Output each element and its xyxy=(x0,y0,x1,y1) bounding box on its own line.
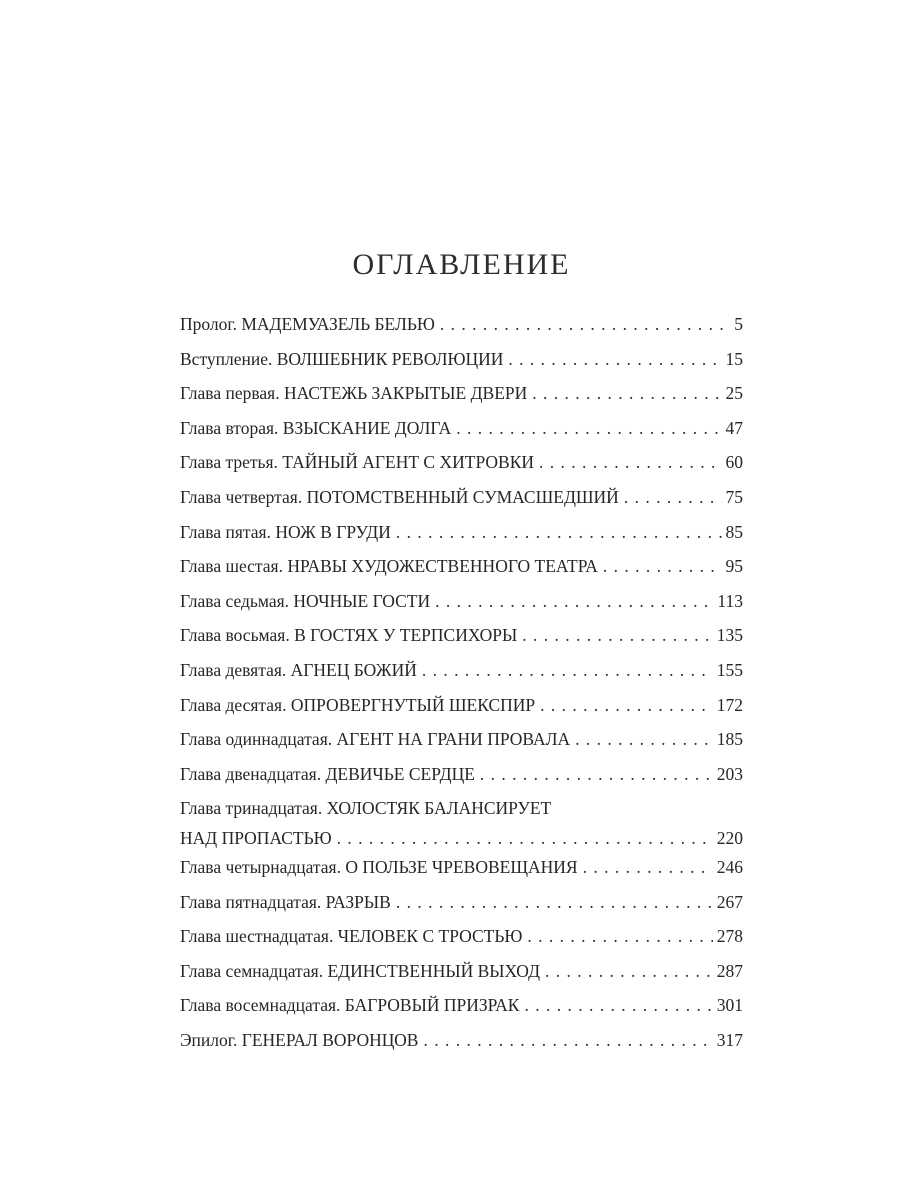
toc-entry xyxy=(180,515,743,550)
toc-entry-line xyxy=(180,1023,743,1058)
page-title: ОГЛАВЛЕНИЕ xyxy=(352,248,571,281)
toc-entry-page: 47 xyxy=(725,417,743,438)
toc-entry-line xyxy=(180,515,743,550)
toc-entry xyxy=(180,850,743,885)
toc-entry-label: Глава одиннадцатая. АГЕНТ НА ГРАНИ ПРОВАЛА xyxy=(180,729,571,750)
toc-entry-page: 317 xyxy=(716,1029,743,1050)
toc-dot-leader xyxy=(522,618,713,653)
toc-entry-label: Глава тринадцатая. ХОЛОСТЯК БАЛАНСИРУЕТ xyxy=(180,798,552,819)
toc-entry-label: Глава седьмая. НОЧНЫЕ ГОСТИ xyxy=(180,590,431,611)
toc-dot-leader xyxy=(456,411,721,446)
toc-entry xyxy=(180,1023,743,1058)
toc-dot-leader xyxy=(624,480,722,515)
toc-entry xyxy=(180,688,743,723)
toc-entry-label: Эпилог. ГЕНЕРАЛ ВОРОНЦОВ xyxy=(180,1029,419,1050)
toc-entry-page: 172 xyxy=(716,694,743,715)
toc-entry-line xyxy=(180,376,743,411)
toc-entry-page: 185 xyxy=(716,729,743,750)
toc-entry-label: Глава третья. ТАЙНЫЙ АГЕНТ С ХИТРОВКИ xyxy=(180,452,535,473)
toc-entry-label: Глава четырнадцатая. О ПОЛЬЗЕ ЧРЕВОВЕЩАНИЯ xyxy=(180,856,578,877)
toc-entry-line xyxy=(180,342,743,377)
toc-entry-label: Глава шестая. НРАВЫ ХУДОЖЕСТВЕННОГО ТЕАТРА xyxy=(180,556,598,577)
toc-entry xyxy=(180,411,743,446)
toc-entry-line xyxy=(180,584,743,619)
toc-entry-page: 15 xyxy=(725,348,743,369)
toc-entry-line xyxy=(180,549,743,584)
toc-entry-line xyxy=(180,653,743,688)
toc-dot-leader xyxy=(540,688,713,723)
toc-entry-line xyxy=(180,954,743,989)
toc-entry-line xyxy=(180,791,743,826)
toc-dot-leader xyxy=(539,445,721,480)
toc-entry-label: Глава девятая. АГНЕЦ БОЖИЙ xyxy=(180,659,417,680)
toc-entry xyxy=(180,549,743,584)
toc-entry-line xyxy=(180,618,743,653)
toc-entry-page: 113 xyxy=(717,590,743,611)
toc-entry-line xyxy=(180,850,743,885)
toc-entry xyxy=(180,757,743,792)
toc-entry-page: 301 xyxy=(716,995,743,1016)
toc-entry-label: Глава двенадцатая. ДЕВИЧЬЕ СЕРДЦЕ xyxy=(180,763,475,784)
toc-entry-page: 85 xyxy=(725,521,743,542)
toc-dot-leader xyxy=(583,850,713,885)
toc-entry-page: 203 xyxy=(716,763,743,784)
toc-dot-leader xyxy=(423,1023,712,1058)
toc-entry-line xyxy=(180,826,743,850)
toc-entry-page: 25 xyxy=(725,383,743,404)
toc-dot-leader xyxy=(440,307,730,342)
toc-entry xyxy=(180,584,743,619)
toc-dot-leader xyxy=(337,826,713,850)
toc-entry xyxy=(180,988,743,1023)
toc-entry-label: Глава пятая. НОЖ В ГРУДИ xyxy=(180,521,391,542)
toc-entry xyxy=(180,307,743,342)
toc-entry xyxy=(180,919,743,954)
toc-entry-line xyxy=(180,988,743,1023)
toc-entry-line xyxy=(180,722,743,757)
table-of-contents xyxy=(180,307,743,1057)
toc-dot-leader xyxy=(396,885,713,920)
toc-dot-leader xyxy=(545,954,713,989)
toc-entry-page: 135 xyxy=(716,625,743,646)
toc-entry-page: 246 xyxy=(716,856,743,877)
toc-entry-label: Глава восемнадцатая. БАГРОВЫЙ ПРИЗРАК xyxy=(180,995,520,1016)
toc-entry-page: 75 xyxy=(725,486,743,507)
toc-dot-leader xyxy=(396,515,722,550)
toc-entry-page: 220 xyxy=(716,827,743,848)
toc-dot-leader xyxy=(524,988,712,1023)
toc-entry xyxy=(180,342,743,377)
toc-entry-label: НАД ПРОПАСТЬЮ xyxy=(180,827,332,848)
toc-dot-leader xyxy=(575,722,713,757)
toc-entry xyxy=(180,445,743,480)
toc-entry-line xyxy=(180,757,743,792)
toc-entry xyxy=(180,791,743,850)
toc-entry-line xyxy=(180,885,743,920)
toc-dot-leader xyxy=(480,757,713,792)
toc-entry-page: 278 xyxy=(716,926,743,947)
toc-entry-label: Пролог. МАДЕМУАЗЕЛЬ БЕЛЬЮ xyxy=(180,314,435,334)
toc-entry xyxy=(180,954,743,989)
toc-entry-page: 287 xyxy=(716,960,743,981)
toc-entry xyxy=(180,722,743,757)
toc-entry-page: 60 xyxy=(725,452,743,473)
toc-entry-label: Глава пятнадцатая. РАЗРЫВ xyxy=(180,891,391,912)
toc-entry-line xyxy=(180,480,743,515)
toc-entry-label: Глава шестнадцатая. ЧЕЛОВЕК С ТРОСТЬЮ xyxy=(180,926,523,947)
toc-dot-leader xyxy=(527,919,712,954)
toc-dot-leader xyxy=(422,653,713,688)
toc-entry xyxy=(180,885,743,920)
toc-entry-label: Глава вторая. ВЗЫСКАНИЕ ДОЛГА xyxy=(180,417,452,438)
toc-entry-page: 5 xyxy=(734,314,743,334)
toc-dot-leader xyxy=(603,549,722,584)
toc-entry-label: Глава первая. НАСТЕЖЬ ЗАКРЫТЫЕ ДВЕРИ xyxy=(180,383,528,404)
toc-entry-page: 267 xyxy=(716,891,743,912)
toc-entry-label: Вступление. ВОЛШЕБНИК РЕВОЛЮЦИИ xyxy=(180,348,504,369)
toc-entry xyxy=(180,653,743,688)
toc-entry-line xyxy=(180,688,743,723)
toc-dot-leader xyxy=(532,376,721,411)
toc-entry-label: Глава десятая. ОПРОВЕРГНУТЫЙ ШЕКСПИР xyxy=(180,694,536,715)
toc-entry-line xyxy=(180,919,743,954)
toc-entry-label: Глава семнадцатая. ЕДИНСТВЕННЫЙ ВЫХОД xyxy=(180,960,541,981)
toc-entry xyxy=(180,618,743,653)
toc-entry-page: 155 xyxy=(716,659,743,680)
toc-dot-leader xyxy=(508,342,721,377)
toc-entry-line xyxy=(180,411,743,446)
toc-entry xyxy=(180,376,743,411)
toc-entry-line xyxy=(180,445,743,480)
toc-entry xyxy=(180,480,743,515)
toc-dot-leader xyxy=(435,584,713,619)
toc-entry-label: Глава восьмая. В ГОСТЯХ У ТЕРПСИХОРЫ xyxy=(180,625,518,646)
toc-entry-page: 95 xyxy=(725,556,743,577)
toc-entry-line xyxy=(180,307,743,342)
toc-entry-label: Глава четвертая. ПОТОМСТВЕННЫЙ СУМАСШЕДШИЙ xyxy=(180,486,619,507)
